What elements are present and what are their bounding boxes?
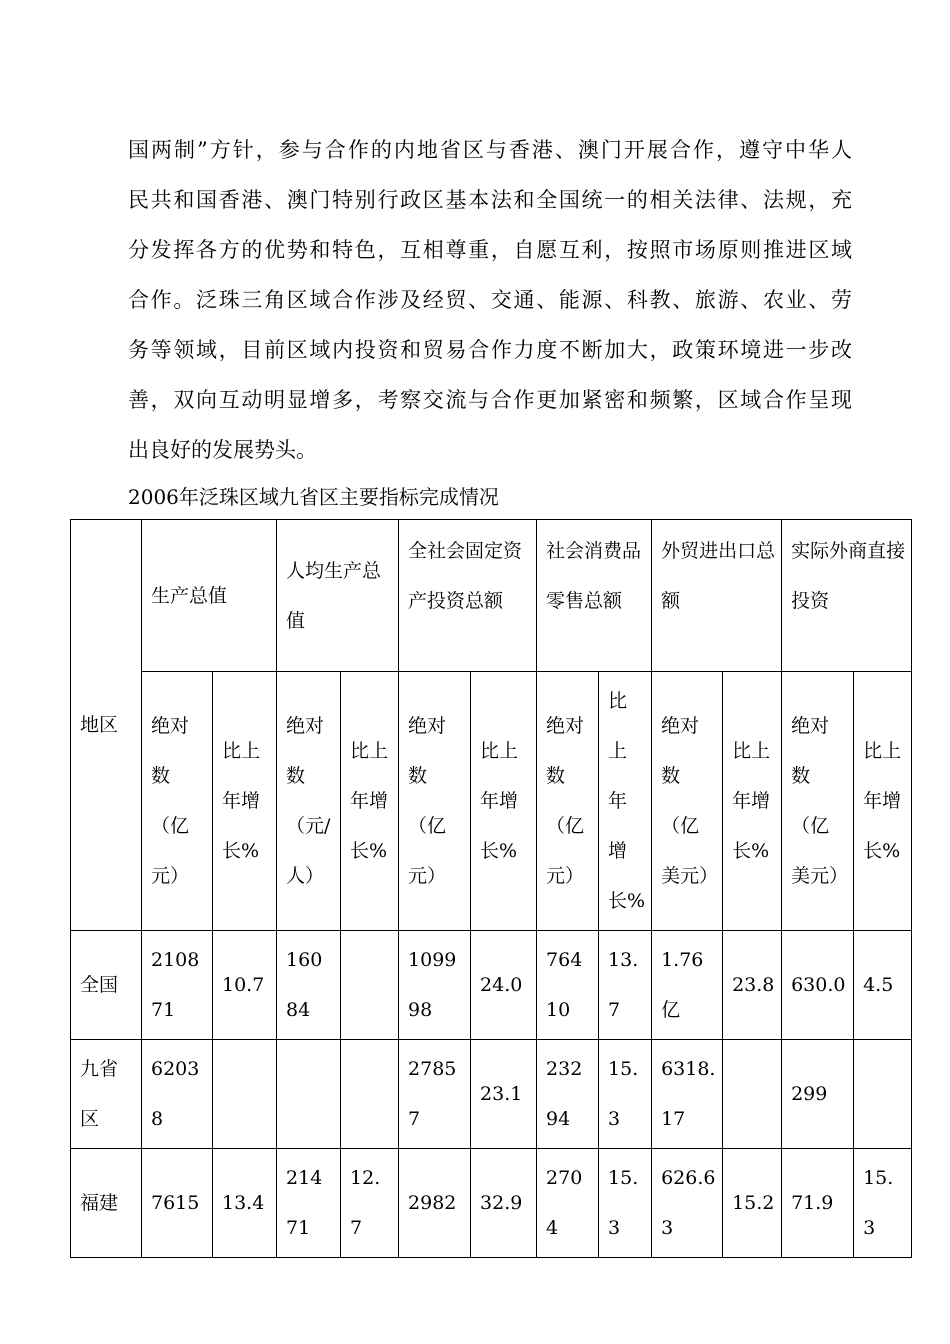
paragraph-line: 善，双向互动明显增多，考察交流与合作更加紧密和频繁，区域合作呈现: [128, 388, 852, 412]
table-row: [71, 1149, 912, 1258]
group-header: 实际外商直接投资: [782, 520, 912, 672]
paragraph-line: 务等领域，目前区域内投资和贸易合作力度不断加大，政策环境进一步改: [128, 338, 852, 362]
data-cell: 24.0: [471, 931, 537, 1040]
data-cell: 76410: [537, 931, 599, 1040]
data-cell: [341, 1040, 399, 1149]
group-header: 人均生产总值: [277, 520, 399, 672]
data-cell: 21471: [277, 1149, 341, 1258]
data-cell: 13.4: [213, 1149, 277, 1258]
paragraph-line: 合作。泛珠三角区域合作涉及经贸、交通、能源、科教、旅游、农业、劳: [128, 288, 852, 312]
subheader-cell: 比上年增长%: [723, 672, 782, 931]
region-cell: 全国: [71, 931, 142, 1040]
paragraph-line: 出良好的发展势头。: [128, 438, 317, 462]
subheader-cell: 绝对数（亿元）: [399, 672, 471, 931]
body-paragraph: [128, 128, 852, 478]
data-cell: 16084: [277, 931, 341, 1040]
subheader-cell: 绝对数（亿美元）: [652, 672, 723, 931]
data-cell: 2982: [399, 1149, 471, 1258]
data-cell: 62038: [142, 1040, 213, 1149]
table-row: [71, 1040, 912, 1149]
data-cell: [854, 1040, 912, 1149]
data-cell: 27857: [399, 1040, 471, 1149]
paragraph-line: 分发挥各方的优势和特色，互相尊重，自愿互利，按照市场原则推进区域: [128, 238, 852, 262]
data-cell: 109998: [399, 931, 471, 1040]
data-cell: 23.8: [723, 931, 782, 1040]
subheader-cell: 比上年增长%: [213, 672, 277, 931]
data-cell: 630.0: [782, 931, 854, 1040]
data-cell: 15.3: [854, 1149, 912, 1258]
data-cell: 15.3: [599, 1149, 652, 1258]
data-cell: 23.1: [471, 1040, 537, 1149]
paragraph-line: 民共和国香港、澳门特别行政区基本法和全国统一的相关法律、法规，充: [128, 188, 852, 212]
data-cell: 6318.17: [652, 1040, 723, 1149]
subheader-cell: 比上年增长%: [854, 672, 912, 931]
data-cell: 7615: [142, 1149, 213, 1258]
data-cell: [341, 931, 399, 1040]
data-cell: 4.5: [854, 931, 912, 1040]
data-cell: 15.3: [599, 1040, 652, 1149]
indicator-table: [70, 519, 912, 1258]
subheader-cell: 比上年增长%: [471, 672, 537, 931]
region-cell: 福建: [71, 1149, 142, 1258]
table-subheader-row: [71, 672, 912, 931]
group-header: 社会消费品零售总额: [537, 520, 652, 672]
data-cell: 32.9: [471, 1149, 537, 1258]
paragraph-line: 国两制”方针，参与合作的内地省区与香港、澳门开展合作，遵守中华人: [128, 138, 852, 162]
subheader-cell: 绝对数（元/人）: [277, 672, 341, 931]
table-header-row: [71, 520, 912, 672]
region-header: 地区: [71, 520, 142, 931]
data-cell: 15.2: [723, 1149, 782, 1258]
data-cell: 13.7: [599, 931, 652, 1040]
data-cell: 299: [782, 1040, 854, 1149]
data-cell: 1.76亿: [652, 931, 723, 1040]
data-cell: 10.7: [213, 931, 277, 1040]
table-row: [71, 931, 912, 1040]
subheader-cell: 比上年增长%: [341, 672, 399, 931]
data-cell: [213, 1040, 277, 1149]
data-cell: 71.9: [782, 1149, 854, 1258]
data-cell: [723, 1040, 782, 1149]
data-cell: 210871: [142, 931, 213, 1040]
data-cell: 626.63: [652, 1149, 723, 1258]
data-cell: [277, 1040, 341, 1149]
subheader-cell: 绝对数（亿元）: [142, 672, 213, 931]
data-cell: 23294: [537, 1040, 599, 1149]
group-header: 全社会固定资产投资总额: [399, 520, 537, 672]
subheader-cell: 比上年增长%: [599, 672, 652, 931]
group-header: 外贸进出口总额: [652, 520, 782, 672]
group-header: 生产总值: [142, 520, 277, 672]
data-cell: 12.7: [341, 1149, 399, 1258]
table-caption: 2006年泛珠区域九省区主要指标完成情况: [128, 485, 499, 509]
region-cell: 九省区: [71, 1040, 142, 1149]
subheader-cell: 绝对数（亿美元）: [782, 672, 854, 931]
subheader-cell: 绝对数（亿元）: [537, 672, 599, 931]
data-cell: 2704: [537, 1149, 599, 1258]
